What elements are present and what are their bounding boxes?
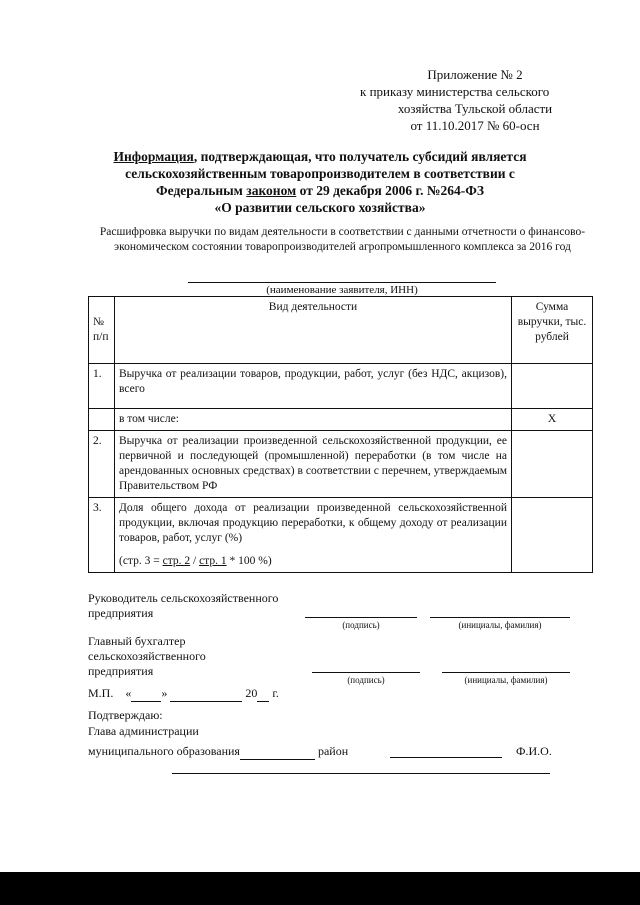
row-sum[interactable] [512, 498, 593, 573]
accountant-signature-line[interactable] [312, 672, 420, 673]
confirm-label: Подтверждаю: [88, 708, 163, 722]
accountant-label [88, 634, 206, 679]
rayon-label: район [317, 744, 349, 758]
municipality-line [88, 744, 348, 760]
row-formula [119, 554, 507, 569]
row-text: в том числе: [115, 409, 512, 431]
year-suffix: г. [272, 686, 279, 700]
signature-caption: (подпись) [342, 620, 380, 630]
header-activity: Вид деятельности [115, 297, 512, 364]
stamp-label: М.П. [88, 686, 114, 700]
row-sum[interactable] [512, 431, 593, 498]
row-num [89, 409, 115, 431]
applicant-line [188, 282, 496, 283]
appendix-line: хозяйства Тульской области [397, 101, 553, 116]
day-field[interactable] [131, 686, 161, 702]
title-text: , подтверждающая, что получатель субсидий является [193, 149, 527, 164]
admin-signature-line[interactable] [390, 757, 502, 758]
label-text: сельскохозяйственного [88, 649, 206, 663]
quote-open: « [125, 686, 132, 700]
row-sum: X [512, 409, 593, 431]
label-text: предприятия [88, 606, 154, 620]
scan-border [0, 872, 640, 905]
initials-caption: (инициалы, фамилия) [464, 675, 548, 685]
head-initials-line[interactable] [430, 617, 570, 618]
applicant-caption: (наименование заявителя, ИНН) [266, 284, 418, 296]
label-text: Главный бухгалтер [88, 634, 186, 648]
bottom-line [172, 773, 550, 774]
head-label [88, 591, 278, 621]
row-text: Выручка от реализации произведенной сельскохозяйственной продукции, ее первичной и последующей (промышленной) переработки (в том числе на арендованных основных средствах) в соответствии с перечнем, утверждаемым Правительством РФ [115, 431, 512, 498]
admin-label: Глава администрации [88, 724, 199, 738]
label-text: Руководитель сельскохозяйственного [88, 591, 279, 605]
header-num: № п/п [89, 297, 115, 364]
formula-text: * 100 %) [226, 555, 272, 567]
label-text: муниципального образования [88, 744, 240, 758]
formula-text: / [190, 555, 200, 567]
document-title [80, 148, 560, 216]
row-text: Выручка от реализации товаров, продукции, работ, услуг (без НДС, акцизов), всего [115, 364, 512, 409]
initials-caption: (инициалы, фамилия) [458, 620, 542, 630]
appendix-block [360, 66, 590, 134]
row-text: Доля общего дохода от реализации произведенной сельскохозяйственной продукции, включая продукцию переработки, к общему доходу от реализации товаров, работ, услуг (%) [119, 502, 507, 544]
year-prefix: 20 [245, 686, 258, 700]
row-sum[interactable] [512, 364, 593, 409]
table-row [89, 364, 593, 409]
table-row [89, 498, 593, 573]
municipality-field[interactable] [240, 744, 315, 760]
title-text: Федеральным [156, 183, 247, 198]
subtitle: Расшифровка выручки по видам деятельности в соответствии с данными отчетности о финансово-экономическом состоянии товаропроизводителей агропромышленного комплекса за 2016 год [99, 226, 586, 253]
year-field[interactable] [257, 686, 269, 702]
title-text: от 29 декабря 2006 г. №264-ФЗ [296, 183, 484, 198]
appendix-order-date: от 11.10.2017 № 60-осн [410, 118, 540, 133]
stamp-date-line [88, 686, 279, 702]
row-num: 3. [89, 498, 115, 573]
month-field[interactable] [170, 686, 242, 702]
title-law-name: «О развитии сельского хозяйства» [214, 200, 426, 215]
title-text: сельскохозяйственным товаропроизводителем в соответствии с [125, 166, 515, 181]
appendix-line: к приказу министерства сельского [360, 84, 550, 99]
row-num: 1. [89, 364, 115, 409]
row-num: 2. [89, 431, 115, 498]
appendix-title: Приложение № 2 [427, 67, 523, 82]
table-row [89, 431, 593, 498]
formula-text: (стр. 3 = [119, 555, 163, 567]
table-header [89, 297, 593, 364]
quote-close: » [161, 686, 168, 700]
accountant-initials-line[interactable] [442, 672, 570, 673]
label-text: предприятия [88, 664, 154, 678]
fio-label: Ф.И.О. [516, 744, 552, 758]
head-signature-line[interactable] [305, 617, 417, 618]
row-cell [115, 498, 512, 573]
revenue-table [88, 296, 593, 573]
signature-caption: (подпись) [347, 675, 385, 685]
header-sum: Сумма выручки, тыс. рублей [512, 297, 593, 364]
table-row [89, 409, 593, 431]
law-link[interactable]: законом [246, 183, 297, 198]
title-keyword: Информация [113, 149, 194, 164]
formula-ref: стр. 2 [162, 555, 191, 567]
formula-ref: стр. 1 [199, 555, 227, 567]
